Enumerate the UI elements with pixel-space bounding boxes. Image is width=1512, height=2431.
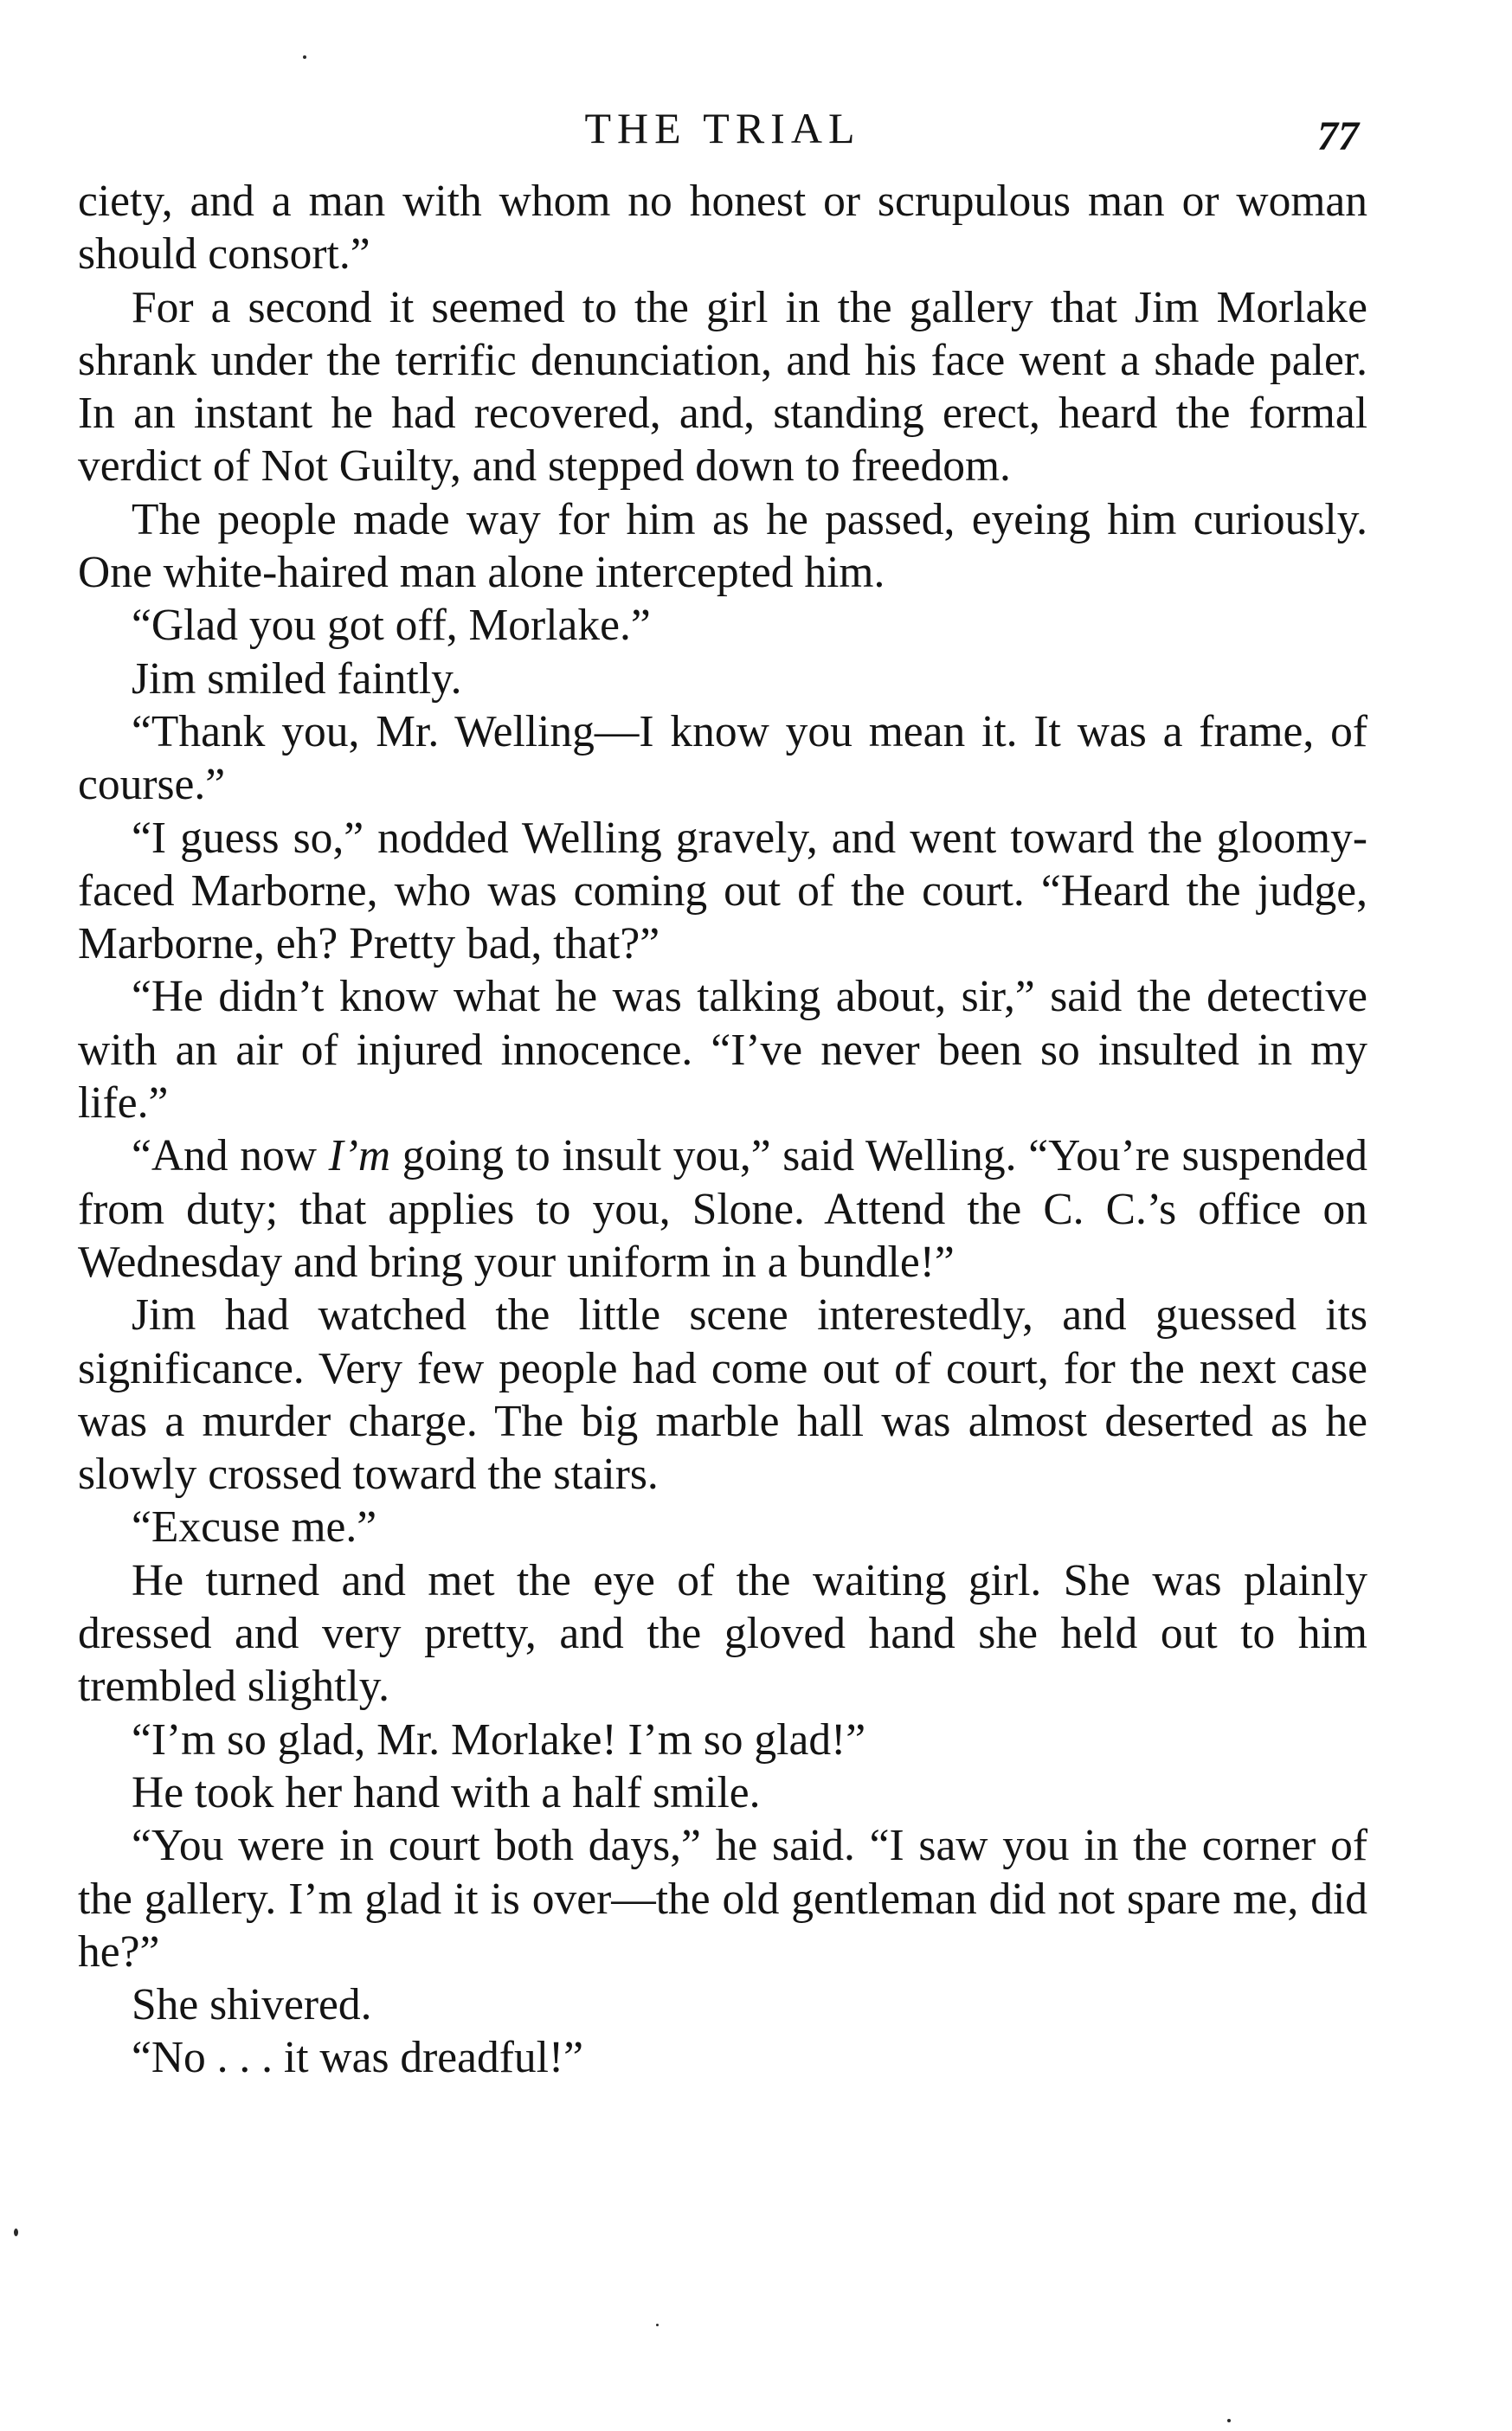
paragraph-2: For a second it seemed to the girl in the gallery that Jim Morlake shrank under the terrific denunciation, and his face went a shade paler. In an instant he had recovered, and, standing erect, heard the formal verdict of Not Guilty, and stepped down to freedom. (78, 282, 1367, 492)
paragraph-13: “I’m so glad, Mr. Morlake! I’m so glad!” (132, 1714, 866, 1765)
scan-speck-bottom-1 (656, 2324, 659, 2326)
paragraph-11: “Excuse me.” (132, 1502, 377, 1553)
paragraph-9 (78, 1129, 1367, 1289)
scan-speck-left (14, 2228, 18, 2236)
paragraph-15: “You were in court both days,” he said. “I saw you in the corner of the gallery. I’m glad it is over—the old gentleman did not spare me, did he?” (78, 1821, 1367, 1977)
scan-speck-top (303, 55, 306, 59)
body-text (78, 175, 1367, 2085)
running-head (78, 93, 1367, 163)
scan-speck-bottom-2 (1227, 2419, 1231, 2422)
running-title: THE TRIAL (584, 104, 861, 152)
paragraph-17: “No . . . it was dreadful!” (132, 2033, 583, 2083)
paragraph-16: She shivered. (132, 1980, 372, 2030)
paragraph-6: “Thank you, Mr. Welling—I know you mean it. It was a frame, of course.” (78, 706, 1367, 810)
paragraph-3: The people made way for him as he passed, eyeing him curiously. One white-haired man alone intercepted him. (78, 494, 1367, 598)
paragraph-1: ciety, and a man with whom no honest or scrupulous man or woman should consort.” (78, 177, 1367, 280)
paragraph-7: “I guess so,” nodded Welling gravely, and went toward the gloomy-faced Marborne, who was coming out of the court. “Heard the judge, Marborne, eh? Pretty bad, that?” (78, 813, 1367, 969)
paragraph-5: Jim smiled faintly. (132, 653, 462, 704)
paragraph-9-lead: “And now (132, 1131, 329, 1181)
paragraph-9-emphasis: I’m (328, 1131, 391, 1181)
paragraph-9-rest: going to insult you,” said Welling. “You’re suspended from duty; that applies to you, Slone. Attend the C. C.’s office on Wednesday and bring your uniform in a bundle!” (78, 1131, 1367, 1287)
paragraph-4: “Glad you got off, Morlake.” (132, 601, 651, 651)
paragraph-12: He turned and met the eye of the waiting girl. She was plainly dressed and very pretty, and the gloved hand she held out to him trembled slightly. (78, 1555, 1367, 1712)
paragraph-14: He took her hand with a half smile. (132, 1767, 761, 1817)
book-page (78, 93, 1367, 2085)
page-number: 77 (1317, 113, 1359, 159)
paragraph-8: “He didn’t know what he was talking about, sir,” said the detective with an air of injured innocence. “I’ve never been so insulted in my life.” (78, 972, 1367, 1129)
paragraph-10: Jim had watched the little scene interestedly, and guessed its significance. Very few people had come out of court, for the next case was a murder charge. The big marble hall was almost deserted as he slowly crossed toward the stairs. (78, 1290, 1367, 1500)
